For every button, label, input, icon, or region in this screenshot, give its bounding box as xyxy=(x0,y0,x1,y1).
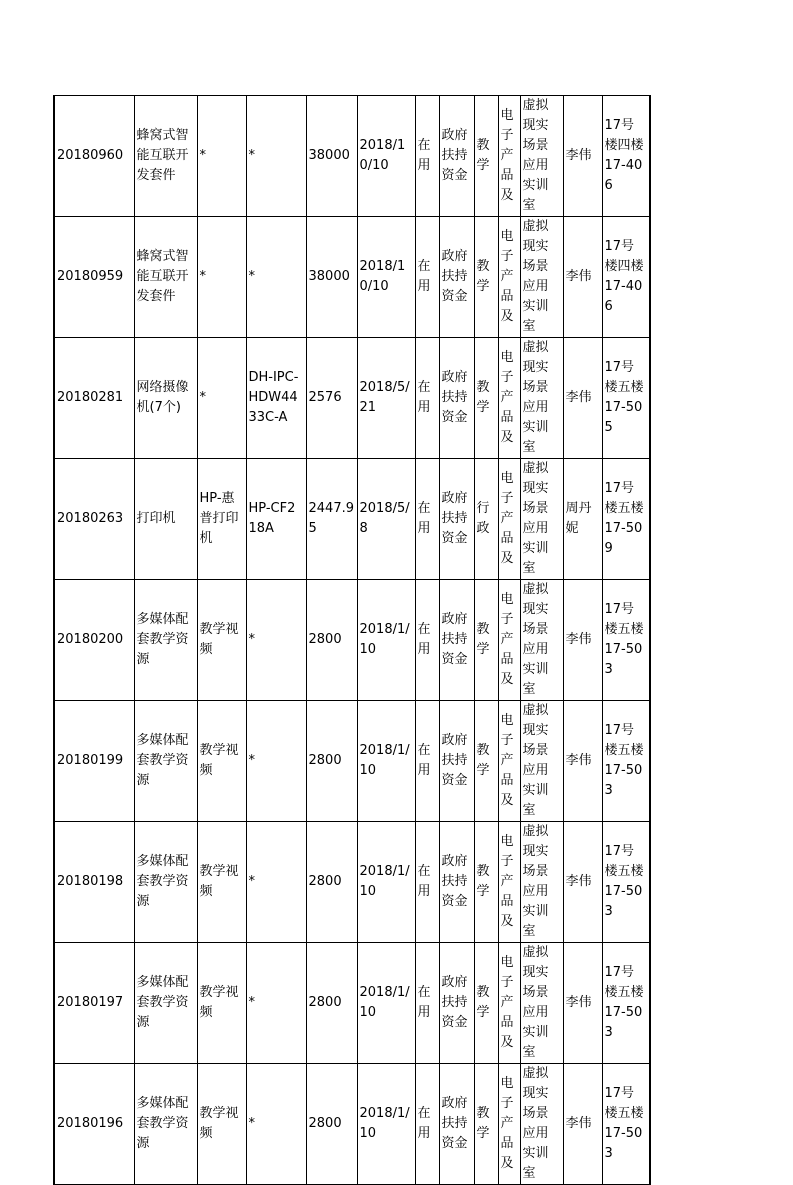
room-cell: 虚拟现实场景应用实训室 xyxy=(520,822,563,943)
usage-cell: 教学 xyxy=(474,580,498,701)
status-cell: 在用 xyxy=(415,580,439,701)
custodian-cell: 李伟 xyxy=(563,338,602,459)
room-cell: 虚拟现实场景应用实训室 xyxy=(520,217,563,338)
price-cell: 2800 xyxy=(306,822,357,943)
model-cell: * xyxy=(246,822,306,943)
asset-id-cell: 20180199 xyxy=(54,701,134,822)
custodian-cell: 李伟 xyxy=(563,217,602,338)
model-cell: * xyxy=(246,1064,306,1185)
asset-id-cell: 20180263 xyxy=(54,459,134,580)
location-cell: 17号楼五楼17-503 xyxy=(602,822,650,943)
custodian-cell: 李伟 xyxy=(563,822,602,943)
asset-id-cell: 20180960 xyxy=(54,96,134,217)
asset-name-cell: 打印机 xyxy=(134,459,197,580)
table-row xyxy=(54,822,650,943)
asset-table xyxy=(53,95,651,1185)
usage-cell: 教学 xyxy=(474,943,498,1064)
status-cell: 在用 xyxy=(415,1064,439,1185)
brand-cell: * xyxy=(197,338,246,459)
table-row xyxy=(54,459,650,580)
asset-table-body xyxy=(54,96,650,1185)
room-cell: 虚拟现实场景应用实训室 xyxy=(520,459,563,580)
asset-name-cell: 多媒体配套教学资源 xyxy=(134,580,197,701)
status-cell: 在用 xyxy=(415,943,439,1064)
asset-id-cell: 20180281 xyxy=(54,338,134,459)
model-cell: * xyxy=(246,701,306,822)
model-cell: * xyxy=(246,217,306,338)
date-cell: 2018/1/10 xyxy=(357,701,415,822)
category-cell: 电子产品及 xyxy=(498,338,520,459)
model-cell: * xyxy=(246,580,306,701)
date-cell: 2018/1/10 xyxy=(357,580,415,701)
location-cell: 17号楼五楼17-503 xyxy=(602,701,650,822)
date-cell: 2018/5/8 xyxy=(357,459,415,580)
usage-cell: 教学 xyxy=(474,701,498,822)
usage-cell: 教学 xyxy=(474,822,498,943)
brand-cell: HP-惠普打印机 xyxy=(197,459,246,580)
date-cell: 2018/1/10 xyxy=(357,943,415,1064)
fund-source-cell: 政府扶持资金 xyxy=(439,217,474,338)
fund-source-cell: 政府扶持资金 xyxy=(439,580,474,701)
fund-source-cell: 政府扶持资金 xyxy=(439,459,474,580)
room-cell: 虚拟现实场景应用实训室 xyxy=(520,943,563,1064)
model-cell: HP-CF218A xyxy=(246,459,306,580)
usage-cell: 教学 xyxy=(474,338,498,459)
room-cell: 虚拟现实场景应用实训室 xyxy=(520,96,563,217)
custodian-cell: 李伟 xyxy=(563,580,602,701)
location-cell: 17号楼五楼17-505 xyxy=(602,338,650,459)
brand-cell: 教学视频 xyxy=(197,701,246,822)
table-row xyxy=(54,96,650,217)
status-cell: 在用 xyxy=(415,459,439,580)
usage-cell: 行政 xyxy=(474,459,498,580)
custodian-cell: 周丹妮 xyxy=(563,459,602,580)
room-cell: 虚拟现实场景应用实训室 xyxy=(520,580,563,701)
asset-id-cell: 20180200 xyxy=(54,580,134,701)
price-cell: 2576 xyxy=(306,338,357,459)
table-row xyxy=(54,338,650,459)
fund-source-cell: 政府扶持资金 xyxy=(439,1064,474,1185)
category-cell: 电子产品及 xyxy=(498,96,520,217)
asset-name-cell: 多媒体配套教学资源 xyxy=(134,943,197,1064)
asset-name-cell: 网络摄像机(7个) xyxy=(134,338,197,459)
brand-cell: 教学视频 xyxy=(197,822,246,943)
asset-id-cell: 20180197 xyxy=(54,943,134,1064)
price-cell: 2800 xyxy=(306,1064,357,1185)
category-cell: 电子产品及 xyxy=(498,1064,520,1185)
asset-id-cell: 20180959 xyxy=(54,217,134,338)
fund-source-cell: 政府扶持资金 xyxy=(439,822,474,943)
room-cell: 虚拟现实场景应用实训室 xyxy=(520,701,563,822)
asset-id-cell: 20180196 xyxy=(54,1064,134,1185)
custodian-cell: 李伟 xyxy=(563,96,602,217)
price-cell: 2800 xyxy=(306,580,357,701)
asset-id-cell: 20180198 xyxy=(54,822,134,943)
category-cell: 电子产品及 xyxy=(498,217,520,338)
category-cell: 电子产品及 xyxy=(498,822,520,943)
category-cell: 电子产品及 xyxy=(498,580,520,701)
asset-name-cell: 蜂窝式智能互联开发套件 xyxy=(134,96,197,217)
brand-cell: * xyxy=(197,96,246,217)
category-cell: 电子产品及 xyxy=(498,701,520,822)
table-row xyxy=(54,1064,650,1185)
date-cell: 2018/1/10 xyxy=(357,1064,415,1185)
fund-source-cell: 政府扶持资金 xyxy=(439,96,474,217)
location-cell: 17号楼五楼17-503 xyxy=(602,580,650,701)
category-cell: 电子产品及 xyxy=(498,943,520,1064)
room-cell: 虚拟现实场景应用实训室 xyxy=(520,338,563,459)
custodian-cell: 李伟 xyxy=(563,943,602,1064)
fund-source-cell: 政府扶持资金 xyxy=(439,701,474,822)
location-cell: 17号楼四楼17-406 xyxy=(602,217,650,338)
location-cell: 17号楼五楼17-509 xyxy=(602,459,650,580)
price-cell: 38000 xyxy=(306,217,357,338)
brand-cell: 教学视频 xyxy=(197,943,246,1064)
model-cell: DH-IPC-HDW4433C-A xyxy=(246,338,306,459)
date-cell: 2018/5/21 xyxy=(357,338,415,459)
category-cell: 电子产品及 xyxy=(498,459,520,580)
location-cell: 17号楼五楼17-503 xyxy=(602,943,650,1064)
date-cell: 2018/10/10 xyxy=(357,96,415,217)
price-cell: 2800 xyxy=(306,701,357,822)
status-cell: 在用 xyxy=(415,338,439,459)
fund-source-cell: 政府扶持资金 xyxy=(439,338,474,459)
brand-cell: 教学视频 xyxy=(197,1064,246,1185)
location-cell: 17号楼四楼17-406 xyxy=(602,96,650,217)
brand-cell: 教学视频 xyxy=(197,580,246,701)
status-cell: 在用 xyxy=(415,96,439,217)
asset-name-cell: 多媒体配套教学资源 xyxy=(134,1064,197,1185)
fund-source-cell: 政府扶持资金 xyxy=(439,943,474,1064)
model-cell: * xyxy=(246,943,306,1064)
status-cell: 在用 xyxy=(415,217,439,338)
custodian-cell: 李伟 xyxy=(563,1064,602,1185)
room-cell: 虚拟现实场景应用实训室 xyxy=(520,1064,563,1185)
brand-cell: * xyxy=(197,217,246,338)
location-cell: 17号楼五楼17-503 xyxy=(602,1064,650,1185)
table-row xyxy=(54,580,650,701)
table-row xyxy=(54,701,650,822)
date-cell: 2018/10/10 xyxy=(357,217,415,338)
date-cell: 2018/1/10 xyxy=(357,822,415,943)
table-row xyxy=(54,217,650,338)
asset-name-cell: 多媒体配套教学资源 xyxy=(134,701,197,822)
price-cell: 2447.95 xyxy=(306,459,357,580)
price-cell: 38000 xyxy=(306,96,357,217)
status-cell: 在用 xyxy=(415,701,439,822)
usage-cell: 教学 xyxy=(474,1064,498,1185)
table-row xyxy=(54,943,650,1064)
asset-name-cell: 蜂窝式智能互联开发套件 xyxy=(134,217,197,338)
asset-name-cell: 多媒体配套教学资源 xyxy=(134,822,197,943)
price-cell: 2800 xyxy=(306,943,357,1064)
usage-cell: 教学 xyxy=(474,217,498,338)
usage-cell: 教学 xyxy=(474,96,498,217)
custodian-cell: 李伟 xyxy=(563,701,602,822)
status-cell: 在用 xyxy=(415,822,439,943)
model-cell: * xyxy=(246,96,306,217)
